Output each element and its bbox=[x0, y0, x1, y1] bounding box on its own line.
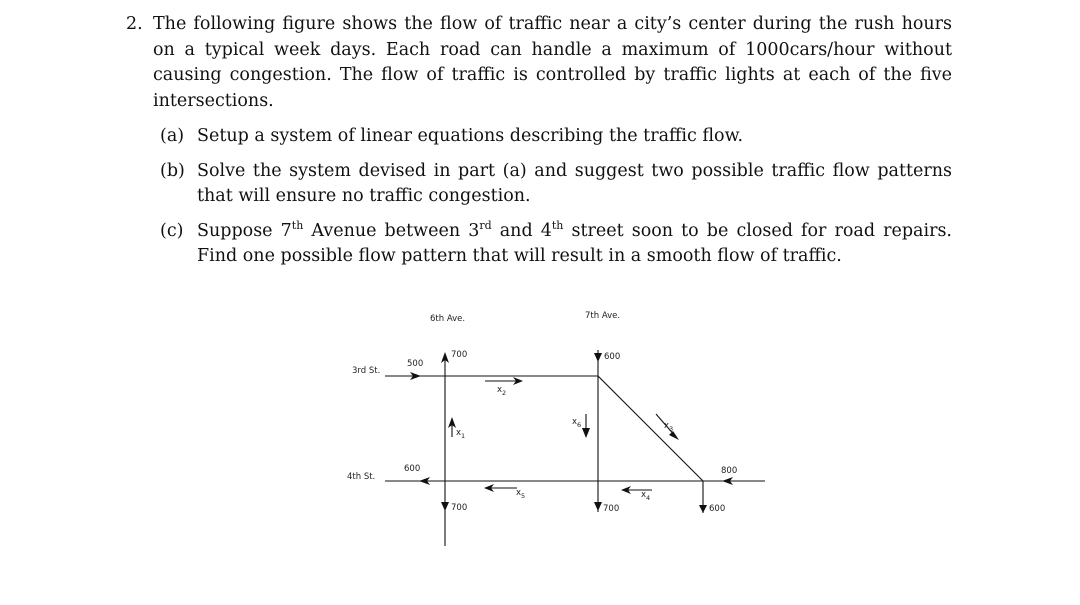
diagonal-road bbox=[598, 376, 703, 481]
var-x4-sub: 4 bbox=[646, 494, 651, 502]
flow-6th-south: 700 bbox=[451, 503, 468, 513]
part-a-text: Setup a system of linear equations describing the traffic flow. bbox=[197, 126, 744, 146]
problem-number: 2. bbox=[126, 14, 143, 34]
var-x3 bbox=[664, 421, 673, 433]
var-x6-sub: 6 bbox=[577, 421, 582, 429]
var-x1 bbox=[456, 428, 465, 440]
part-c-sup-3: th bbox=[551, 218, 564, 232]
part-c-sup-1: th bbox=[291, 218, 304, 232]
arrow-x6-south bbox=[582, 428, 590, 438]
var-x3-name: x bbox=[664, 421, 670, 431]
label-7th-ave: 7th Ave. bbox=[585, 311, 621, 321]
var-x4-name: x bbox=[641, 490, 647, 500]
var-x5 bbox=[516, 488, 525, 500]
var-x3-sub: 3 bbox=[669, 425, 674, 433]
part-c-sup-2: rd bbox=[479, 218, 492, 232]
var-x2-name: x bbox=[497, 385, 503, 395]
flow-4th-out: 600 bbox=[404, 464, 421, 474]
flow-3rd-in: 500 bbox=[407, 359, 424, 369]
part-c-label: (c) bbox=[160, 220, 184, 241]
flow-diag-south: 600 bbox=[709, 504, 726, 514]
var-x5-name: x bbox=[516, 488, 522, 498]
var-x6 bbox=[572, 417, 581, 429]
arrow-7th-in-south bbox=[594, 353, 602, 362]
part-c-text-1: Suppose 7 bbox=[197, 220, 292, 241]
var-x2-sub: 2 bbox=[502, 389, 507, 397]
part-c-text-4: street soon to be closed for road repairs. Find one possible flow pattern that will result in a smooth flow of traffic. bbox=[197, 220, 952, 266]
var-x6-name: x bbox=[572, 417, 578, 427]
var-x2 bbox=[497, 385, 506, 397]
var-x1-name: x bbox=[456, 428, 462, 438]
var-x5-sub: 5 bbox=[521, 492, 526, 500]
arrow-6th-out-south bbox=[441, 502, 449, 511]
flow-7th-in: 600 bbox=[604, 352, 621, 362]
arrow-diag-out-south bbox=[699, 505, 707, 513]
part-a-label: (a) bbox=[160, 126, 185, 146]
flow-7th-south: 700 bbox=[603, 504, 620, 514]
label-3rd-st: 3rd St. bbox=[352, 366, 381, 376]
label-6th-ave: 6th Ave. bbox=[430, 314, 466, 324]
flow-4th-in: 800 bbox=[721, 466, 738, 476]
var-x4 bbox=[641, 490, 650, 502]
flow-6th-north: 700 bbox=[451, 350, 468, 360]
part-b-text: Solve the system devised in part (a) and suggest two possible traffic flow patterns that will ensure no traffic congestion. bbox=[197, 160, 952, 206]
part-b-label: (b) bbox=[160, 160, 185, 181]
arrow-7th-out-south bbox=[594, 502, 602, 511]
part-c-text-2: Avenue between 3 bbox=[303, 220, 480, 241]
var-x1-sub: 1 bbox=[461, 432, 466, 440]
label-4th-st: 4th St. bbox=[347, 472, 376, 482]
problem-stem: The following figure shows the flow of traffic near a city’s center during the rush hours on a typical week days. Each road can handle a maximum of 1000cars/hour without causing congestion. The flow of traffic is controlled by traffic lights at each of the five intersections. bbox=[153, 14, 952, 111]
part-c-text-3: and 4 bbox=[491, 220, 552, 241]
